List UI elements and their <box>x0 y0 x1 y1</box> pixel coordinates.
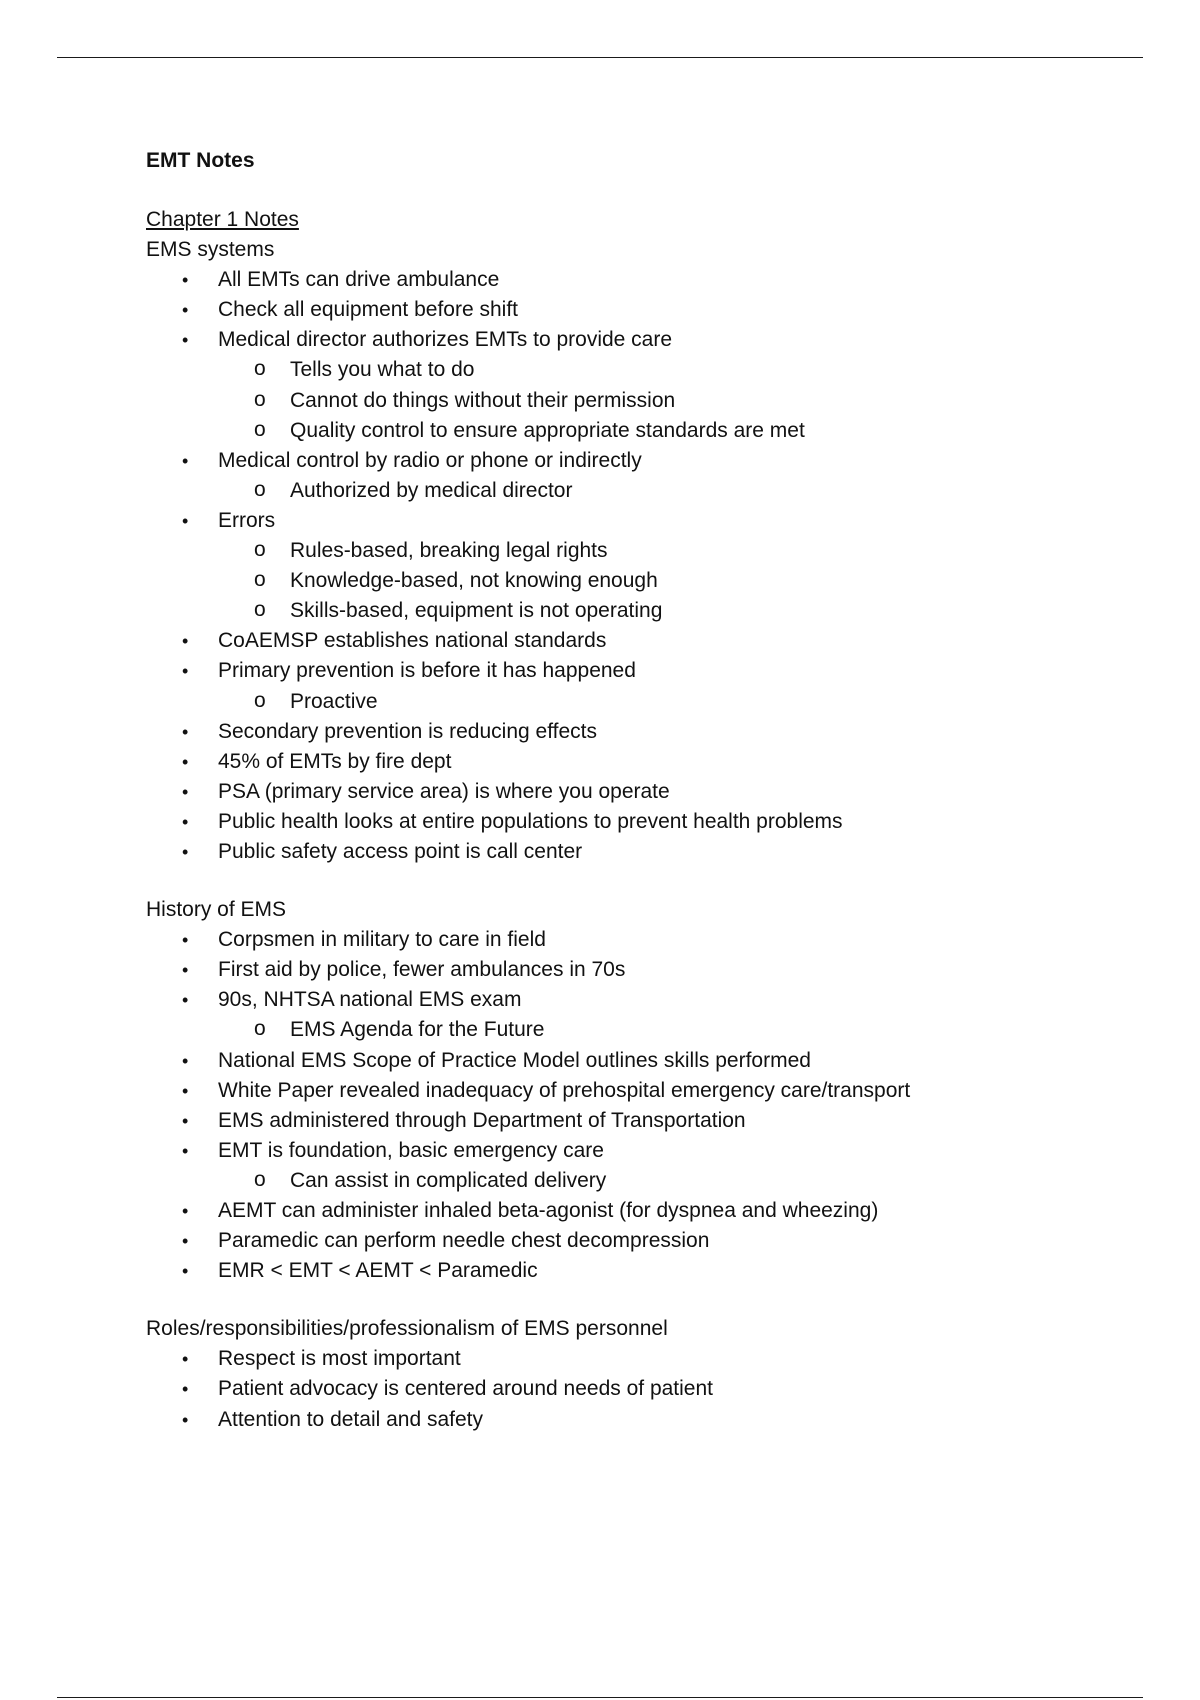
sub-bullet-icon: o <box>254 1017 266 1041</box>
list-item-text: Rules-based, breaking legal rights <box>290 539 608 563</box>
section-heading: EMS systems <box>146 238 275 262</box>
sub-bullet-icon: o <box>254 1167 266 1191</box>
bullet-icon: • <box>182 841 189 862</box>
list-item-text: Authorized by medical director <box>290 478 573 502</box>
sub-list-item <box>146 1166 1106 1196</box>
list-item-text: Knowledge-based, not knowing enough <box>290 569 658 593</box>
sub-list-item <box>146 687 1106 717</box>
section-roles <box>146 1314 1106 1434</box>
list-item-text: 45% of EMTs by fire dept <box>218 749 452 773</box>
document-body <box>146 146 1106 1463</box>
list-item-text: EMS Agenda for the Future <box>290 1018 545 1042</box>
list-item <box>146 295 1106 325</box>
sub-list-item <box>146 1015 1106 1045</box>
bullet-icon: • <box>182 781 189 802</box>
list-item <box>146 626 1106 656</box>
bullet-list <box>146 265 1106 867</box>
bullet-icon: • <box>182 990 189 1011</box>
sub-list-item <box>146 536 1106 566</box>
bullet-icon: • <box>182 751 189 772</box>
footer-rule <box>57 1697 1143 1698</box>
sub-list-item <box>146 566 1106 596</box>
list-item-text: Medical director authorizes EMTs to provide care <box>218 328 673 352</box>
bullet-icon: • <box>182 930 189 951</box>
list-item-text: Attention to detail and safety <box>218 1407 484 1431</box>
list-item-text: EMR < EMT < AEMT < Paramedic <box>218 1259 538 1283</box>
sub-list-item <box>146 416 1106 446</box>
list-item-text: Proactive <box>290 689 378 713</box>
document-title: EMT Notes <box>146 149 255 172</box>
chapter-heading: Chapter 1 Notes <box>146 208 299 231</box>
list-item-text: Quality control to ensure appropriate standards are met <box>290 418 805 442</box>
list-item <box>146 506 1106 536</box>
bullet-icon: • <box>182 330 189 351</box>
list-item-text: Primary prevention is before it has happened <box>218 659 636 683</box>
list-item <box>146 777 1106 807</box>
list-item-text: CoAEMSP establishes national standards <box>218 629 607 653</box>
bullet-icon: • <box>182 1110 189 1131</box>
bullet-icon: • <box>182 300 189 321</box>
bullet-icon: • <box>182 1231 189 1252</box>
list-item-text: PSA (primary service area) is where you operate <box>218 779 670 803</box>
list-item-text: White Paper revealed inadequacy of prehospital emergency care/transport <box>218 1078 911 1102</box>
bullet-icon: • <box>182 270 189 291</box>
bullet-icon: • <box>182 450 189 471</box>
bullet-icon: • <box>182 1080 189 1101</box>
sub-bullet-icon: o <box>254 688 266 712</box>
sub-bullet-icon: o <box>254 417 266 441</box>
list-item <box>146 1405 1106 1435</box>
list-item <box>146 446 1106 476</box>
list-item-text: Public health looks at entire populations to prevent health problems <box>218 809 843 833</box>
bullet-icon: • <box>182 1261 189 1282</box>
section-history <box>146 895 1106 1286</box>
sub-list-item <box>146 476 1106 506</box>
bullet-icon: • <box>182 510 189 531</box>
bullet-icon: • <box>182 1379 189 1400</box>
list-item-text: Skills-based, equipment is not operating <box>290 599 663 623</box>
sub-bullet-icon: o <box>254 568 266 592</box>
list-item <box>146 325 1106 355</box>
list-item-text: Public safety access point is call center <box>218 839 583 863</box>
list-item-text: Patient advocacy is centered around needs of patient <box>218 1377 713 1401</box>
list-item <box>146 807 1106 837</box>
list-item <box>146 1374 1106 1404</box>
bullet-list <box>146 1344 1106 1434</box>
bullet-icon: • <box>182 1349 189 1370</box>
bullet-icon: • <box>182 1140 189 1161</box>
list-item-text: Tells you what to do <box>290 358 475 382</box>
list-item <box>146 1046 1106 1076</box>
list-item-text: All EMTs can drive ambulance <box>218 268 500 292</box>
list-item-text: Respect is most important <box>218 1347 461 1371</box>
header-rule <box>57 57 1143 58</box>
list-item <box>146 1226 1106 1256</box>
list-item <box>146 1106 1106 1136</box>
list-item-text: First aid by police, fewer ambulances in 70s <box>218 958 626 982</box>
list-item-text: 90s, NHTSA national EMS exam <box>218 988 522 1012</box>
bullet-icon: • <box>182 661 189 682</box>
bullet-icon: • <box>182 1050 189 1071</box>
list-item-text: Errors <box>218 508 276 532</box>
list-item-text: Cannot do things without their permission <box>290 388 676 412</box>
list-item-text: National EMS Scope of Practice Model outlines skills performed <box>218 1048 811 1072</box>
sub-bullet-icon: o <box>254 538 266 562</box>
list-item-text: Corpsmen in military to care in field <box>218 928 546 952</box>
list-item <box>146 837 1106 867</box>
list-item-text: Secondary prevention is reducing effects <box>218 719 598 743</box>
list-item <box>146 1076 1106 1106</box>
sub-bullet-icon: o <box>254 387 266 411</box>
list-item <box>146 1196 1106 1226</box>
sub-list-item <box>146 596 1106 626</box>
bullet-icon: • <box>182 811 189 832</box>
sub-bullet-icon: o <box>254 477 266 501</box>
list-item <box>146 955 1106 985</box>
list-item-text: Can assist in complicated delivery <box>290 1168 607 1192</box>
bullet-icon: • <box>182 721 189 742</box>
list-item <box>146 717 1106 747</box>
list-item <box>146 265 1106 295</box>
section-heading: Roles/responsibilities/professionalism of EMS personnel <box>146 1317 668 1341</box>
list-item <box>146 925 1106 955</box>
list-item-text: EMS administered through Department of Transportation <box>218 1108 746 1132</box>
list-item-text: AEMT can administer inhaled beta-agonist (for dyspnea and wheezing) <box>218 1199 879 1222</box>
section-ems-systems <box>146 235 1106 867</box>
bullet-icon: • <box>182 1409 189 1430</box>
bullet-icon: • <box>182 1201 189 1221</box>
list-item-text: Medical control by radio or phone or indirectly <box>218 448 642 472</box>
list-item <box>146 1256 1106 1286</box>
sub-list-item <box>146 386 1106 416</box>
bullet-icon: • <box>182 631 189 652</box>
list-item-text: EMT is foundation, basic emergency care <box>218 1138 604 1162</box>
list-item-text: Paramedic can perform needle chest decompression <box>218 1229 710 1253</box>
list-item <box>146 656 1106 686</box>
sub-bullet-icon: o <box>254 357 266 381</box>
sub-bullet-icon: o <box>254 598 266 622</box>
bullet-icon: • <box>182 960 189 981</box>
list-item <box>146 1136 1106 1166</box>
list-item-text: Check all equipment before shift <box>218 298 518 322</box>
list-item <box>146 985 1106 1015</box>
bullet-list <box>146 925 1106 1286</box>
list-item <box>146 1344 1106 1374</box>
section-heading: History of EMS <box>146 898 287 922</box>
sub-list-item <box>146 355 1106 385</box>
list-item <box>146 747 1106 777</box>
